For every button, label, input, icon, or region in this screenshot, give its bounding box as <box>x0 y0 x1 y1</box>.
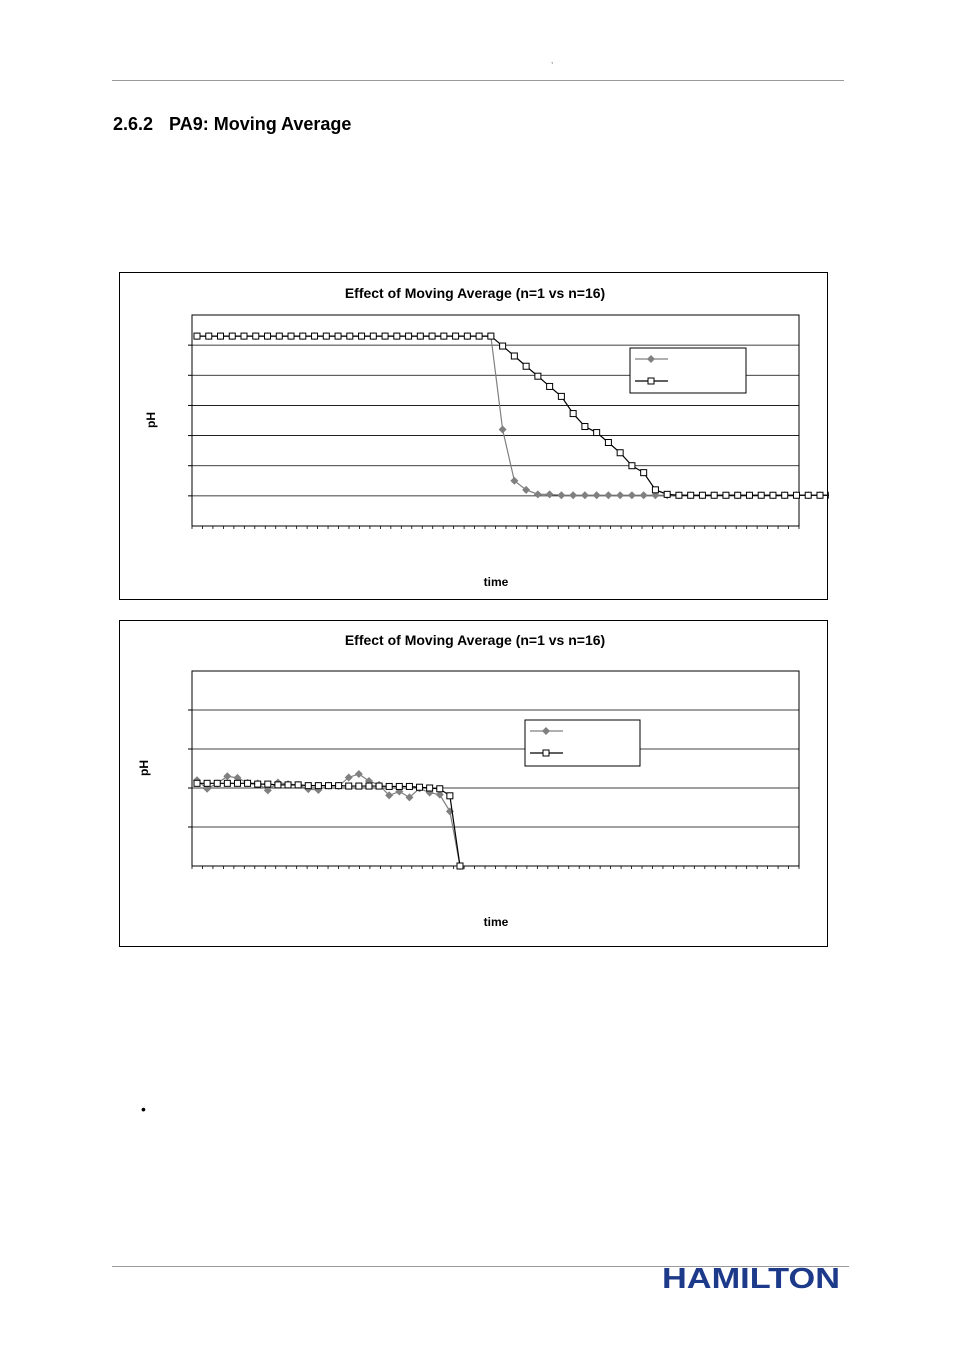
series-2-point <box>276 333 282 339</box>
x-axis-label: time <box>483 575 509 589</box>
series-2-point <box>295 782 301 788</box>
series-2-point <box>617 450 623 456</box>
series-1-point <box>499 426 507 434</box>
series-2-point <box>476 333 482 339</box>
series-2-point <box>336 783 342 789</box>
series-2-point <box>234 780 240 786</box>
series-2-point <box>253 333 259 339</box>
series-2-point <box>429 333 435 339</box>
series-2-point <box>356 783 362 789</box>
series-2-point <box>676 492 682 498</box>
series-2-point <box>500 343 506 349</box>
series-2-point <box>275 782 281 788</box>
series-1-point <box>355 770 363 778</box>
series-2-point <box>386 783 392 789</box>
series-1-point <box>628 491 636 499</box>
series-1-point <box>616 491 624 499</box>
series-2-point <box>312 333 318 339</box>
series-1-point <box>223 772 231 780</box>
series-2-point <box>758 492 764 498</box>
series-2-point <box>366 783 372 789</box>
series-2-point <box>735 492 741 498</box>
series-2-point <box>300 333 306 339</box>
series-1-point <box>534 490 542 498</box>
chart-title: Effect of Moving Average (n=1 vs n=16) <box>344 632 606 648</box>
series-2-point <box>447 793 453 799</box>
section-title: PA9: Moving Average <box>169 114 352 134</box>
series-2-point <box>688 492 694 498</box>
series-2-point <box>265 333 271 339</box>
plot-area <box>192 671 799 866</box>
series-2-point <box>394 333 400 339</box>
header-mark: , <box>551 56 554 65</box>
y-axis-label: pH <box>137 760 151 776</box>
series-2-point <box>427 785 433 791</box>
series-2-point <box>711 492 717 498</box>
legend-marker-square <box>543 750 549 756</box>
series-2-point <box>206 333 212 339</box>
series-2-point <box>194 333 200 339</box>
series-2-point <box>241 333 247 339</box>
series-2-point <box>782 492 788 498</box>
series-2-point <box>346 783 352 789</box>
series-2-point <box>370 333 376 339</box>
series-1-point <box>546 490 554 498</box>
series-2-point <box>376 783 382 789</box>
series-2-point <box>229 333 235 339</box>
series-2-point <box>245 780 251 786</box>
legend-marker-square <box>648 378 654 384</box>
series-2-point <box>570 411 576 417</box>
series-2-point <box>323 333 329 339</box>
series-2-point <box>558 393 564 399</box>
series-2-point <box>347 333 353 339</box>
series-1-point <box>557 491 565 499</box>
series-2-point <box>805 492 811 498</box>
series-2-point <box>464 333 470 339</box>
series-2-point <box>511 353 517 359</box>
series-2-point <box>285 782 291 788</box>
series-2-point <box>335 333 341 339</box>
series-2-point <box>699 492 705 498</box>
series-2-point <box>547 383 553 389</box>
series-2-point <box>457 863 463 869</box>
series-2-point <box>406 783 412 789</box>
series-1-point <box>593 491 601 499</box>
series-2-point <box>382 333 388 339</box>
series-2-point <box>652 487 658 493</box>
series-2-point <box>605 440 611 446</box>
series-2-point <box>417 333 423 339</box>
chart-canvas <box>120 273 829 601</box>
series-2-point <box>305 783 311 789</box>
series-2-point <box>594 430 600 436</box>
series-2-point <box>406 333 412 339</box>
series-2-point <box>770 492 776 498</box>
series-2-point <box>204 780 210 786</box>
series-2-point <box>417 784 423 790</box>
section-number: 2.6.2 <box>113 114 154 134</box>
series-2-point <box>359 333 365 339</box>
series-2-point <box>288 333 294 339</box>
series-2-point <box>255 781 261 787</box>
series-2-point <box>218 333 224 339</box>
series-1-point <box>581 491 589 499</box>
series-2-point <box>488 333 494 339</box>
chart-moving-average-bottom <box>119 620 828 947</box>
y-axis-label: pH <box>144 412 158 428</box>
legend-box <box>630 348 746 393</box>
series-2-point <box>746 492 752 498</box>
series-2-point <box>437 786 443 792</box>
series-2-point <box>326 783 332 789</box>
plot-area <box>192 315 799 526</box>
series-2-point <box>817 492 823 498</box>
series-1-point <box>604 491 612 499</box>
series-2-point <box>315 783 321 789</box>
series-2-point <box>793 492 799 498</box>
chart-title: Effect of Moving Average (n=1 vs n=16) <box>344 285 606 301</box>
x-axis-label: time <box>483 915 509 929</box>
series-2-point <box>582 424 588 430</box>
series-2-point <box>664 491 670 497</box>
header-divider <box>112 80 844 81</box>
series-1-point <box>640 491 648 499</box>
series-line-2 <box>197 783 460 866</box>
series-2-point <box>453 333 459 339</box>
series-2-point <box>641 470 647 476</box>
series-2-point <box>265 781 271 787</box>
chart-moving-average-top <box>119 272 828 600</box>
series-2-point <box>194 780 200 786</box>
series-2-point <box>396 783 402 789</box>
section-heading <box>113 114 351 135</box>
bullet-point: • <box>141 1101 146 1117</box>
series-2-point <box>214 780 220 786</box>
series-2-point <box>441 333 447 339</box>
series-2-point <box>224 780 230 786</box>
series-2-point <box>535 373 541 379</box>
legend-box <box>525 720 640 766</box>
series-1-point <box>569 491 577 499</box>
series-2-point <box>523 363 529 369</box>
logo-text: HAMILTON <box>662 1263 840 1293</box>
hamilton-logo <box>662 1263 844 1293</box>
chart-canvas <box>120 621 829 948</box>
series-2-point <box>723 492 729 498</box>
series-2-point <box>629 463 635 469</box>
